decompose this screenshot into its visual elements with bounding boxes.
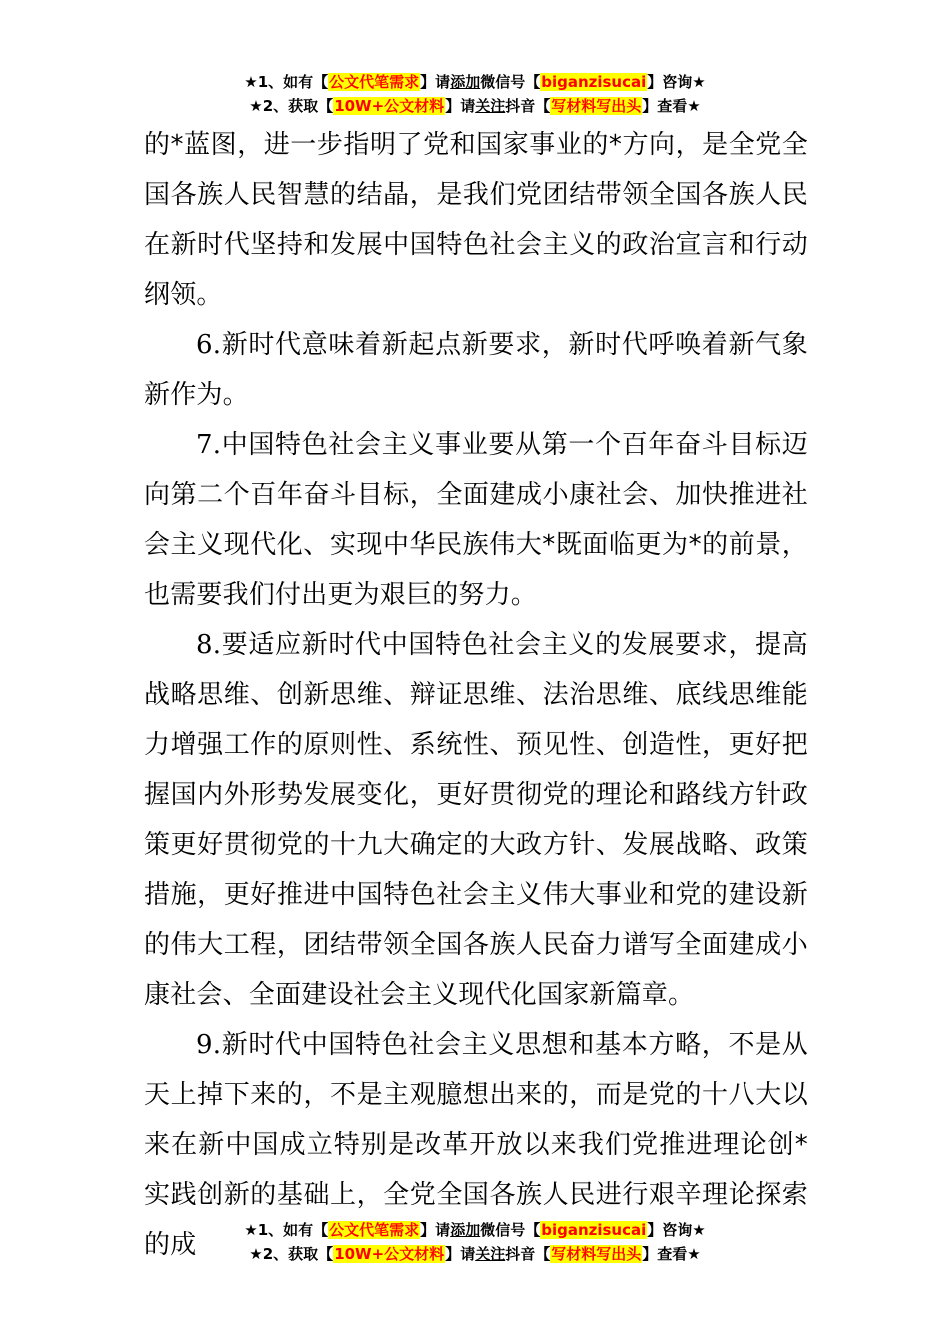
document-body (144, 120, 808, 1270)
banner-underlined-text: 关注 (475, 97, 506, 115)
banner-text: 】请 (420, 1221, 451, 1239)
banner-wechat-id: biganzisucai (541, 73, 647, 91)
banner-text: 抖音【 (505, 1245, 551, 1263)
paragraph-continued (144, 120, 808, 320)
banner-text: 】咨询★ (647, 73, 706, 91)
banner-line-1 (0, 1218, 950, 1242)
paragraph-number: 6. (196, 330, 222, 360)
banner-text: 】查看★ (642, 97, 701, 115)
banner-text: 】请 (420, 73, 451, 91)
banner-text: ★1、如有【 (244, 73, 329, 91)
banner-highlight: 10W+公文材料 (334, 97, 445, 115)
paragraph-text: 的*蓝图，进一步指明了党和国家事业的*方向，是全党全国各族人民智慧的结晶，是我们党团结带领全国各族人民在新时代坚持和发展中国特色社会主义的政治宣言和行动纲领。 (144, 130, 808, 310)
paragraph-text: 中国特色社会主义事业要从第一个百年奋斗目标迈向第二个百年奋斗目标，全面建成小康社会、加快推进社会主义现代化、实现中华民族伟大*既面临更为*的前景，也需要我们付出更为艰巨的努力。 (144, 430, 808, 610)
footer-banner (0, 1218, 950, 1266)
banner-text: ★1、如有【 (244, 1221, 329, 1239)
banner-text: ★2、获取【 (249, 1245, 334, 1263)
banner-highlight: 写材料写出头 (551, 97, 642, 115)
banner-highlight: 公文代笔需求 (329, 73, 420, 91)
banner-text: 】请 (445, 1245, 476, 1263)
banner-underlined-text: 添加 (450, 73, 481, 91)
banner-line-2 (0, 94, 950, 118)
banner-highlight: 写材料写出头 (551, 1245, 642, 1263)
banner-underlined-text: 添加 (450, 1221, 481, 1239)
banner-text: 】请 (445, 97, 476, 115)
banner-highlight: 10W+公文材料 (334, 1245, 445, 1263)
banner-line-1 (0, 70, 950, 94)
banner-text: 抖音【 (505, 97, 551, 115)
header-banner (0, 70, 950, 118)
banner-highlight: 公文代笔需求 (329, 1221, 420, 1239)
banner-line-2 (0, 1242, 950, 1266)
paragraph-number: 9. (196, 1030, 222, 1060)
paragraph-text: 新时代中国特色社会主义思想和基本方略，不是从天上掉下来的，不是主观臆想出来的，而是党的十八大以来在新中国成立特别是改革开放以来我们党推进理论创*实践创新的基础上，全党全国各族人民进行艰辛理论探索的成 (144, 1030, 808, 1260)
banner-text: 】咨询★ (647, 1221, 706, 1239)
paragraph-8 (144, 620, 808, 1020)
banner-text: 微信号【 (480, 1221, 541, 1239)
paragraph-6 (144, 320, 808, 420)
paragraph-7 (144, 420, 808, 620)
paragraph-text: 要适应新时代中国特色社会主义的发展要求，提高战略思维、创新思维、辩证思维、法治思维、底线思维能力增强工作的原则性、系统性、预见性、创造性，更好把握国内外形势发展变化，更好贯彻党的理论和路线方针政策更好贯彻党的十九大确定的大政方针、发展战略、政策措施，更好推进中国特色社会主义伟大事业和党的建设新的伟大工程，团结带领全国各族人民奋力谱写全面建成小康社会、全面建设社会主义现代化国家新篇章。 (144, 630, 808, 1010)
paragraph-number: 8. (196, 630, 222, 660)
paragraph-number: 7. (196, 430, 222, 460)
banner-text: 微信号【 (480, 73, 541, 91)
banner-text: ★2、获取【 (249, 97, 334, 115)
paragraph-text: 新时代意味着新起点新要求，新时代呼唤着新气象新作为。 (144, 330, 808, 410)
banner-underlined-text: 关注 (475, 1245, 506, 1263)
banner-text: 】查看★ (642, 1245, 701, 1263)
banner-wechat-id: biganzisucai (541, 1221, 647, 1239)
